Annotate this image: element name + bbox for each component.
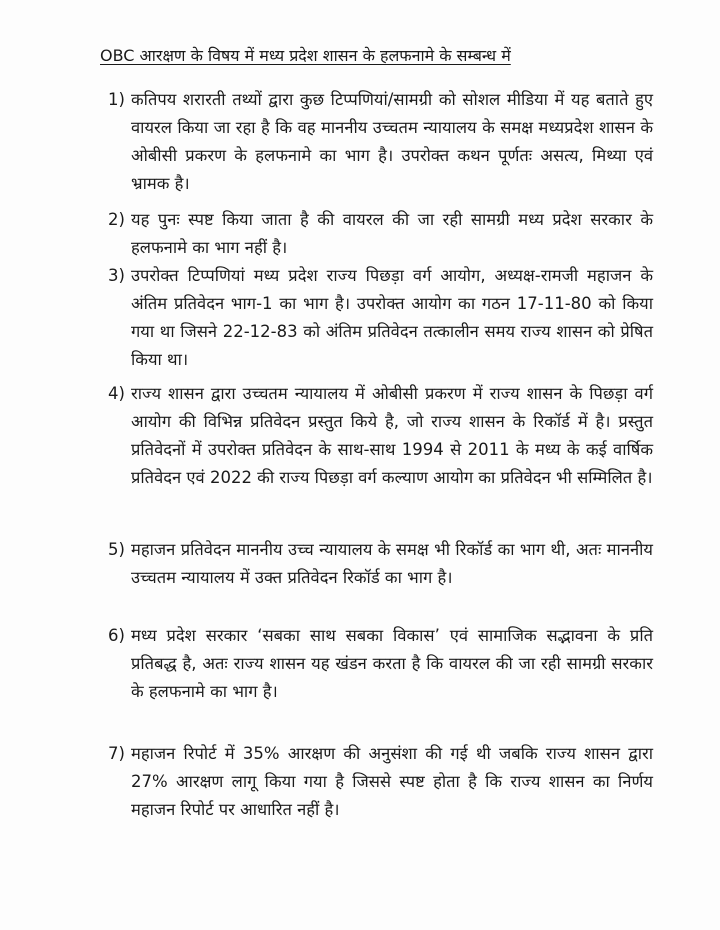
item-text: यह पुनः स्पष्ट किया जाता है की वायरल की जा रही सामग्री मध्य प्रदेश सरकार के हलफनामे का भाग नहीं है।: [131, 210, 653, 257]
item-text: महाजन प्रतिवेदन माननीय उच्च न्यायालय के समक्ष भी रिकॉर्ड का भाग थी, अतः माननीय उच्चतम न्यायालय में उक्त प्रतिवेदन रिकॉर्ड का भाग है।: [131, 540, 653, 587]
item-number: 5): [108, 540, 125, 559]
document-title: OBC आरक्षण के विषय में मध्य प्रदेश शासन के हलफनामे के सम्बन्ध में: [100, 46, 511, 65]
item-number: 6): [108, 626, 125, 645]
item-number: 3): [108, 266, 125, 285]
item-text: उपरोक्त टिप्पणियां मध्य प्रदेश राज्य पिछड़ा वर्ग आयोग, अध्यक्ष-रामजी महाजन के अंतिम प्रतिवेदन भाग-1 का भाग है। उपरोक्त आयोग का गठन 17-11-80 को किया गया था जिसने 22-12-83 को अंतिम प्रतिवेदन तत्कालीन समय राज्य शासन को प्रेषित किया था।: [131, 266, 653, 369]
list-item-3: [108, 262, 653, 374]
list-item-4: [108, 380, 653, 492]
item-text: राज्य शासन द्वारा उच्चतम न्यायालय में ओबीसी प्रकरण में राज्य शासन के पिछड़ा वर्ग आयोग की विभिन्न प्रतिवेदन प्रस्तुत किये है, जो राज्य शासन के रिकॉर्ड में है। प्रस्तुत प्रतिवेदनों में उपरोक्त प्रतिवेदन के साथ-साथ 1994 से 2011 के मध्य के कई वार्षिक प्रतिवेदन एवं 2022 की राज्य पिछड़ा वर्ग कल्याण आयोग का प्रतिवेदन भी सम्मिलित है।: [131, 384, 653, 487]
list-item-6: [108, 622, 653, 706]
list-item-2: [108, 206, 653, 262]
list-item-1: [108, 86, 653, 198]
item-number: 7): [108, 744, 125, 763]
list-item-7: [108, 740, 653, 824]
item-text: मध्य प्रदेश सरकार ‘सबका साथ सबका विकास’ एवं सामाजिक सद्भावना के प्रति प्रतिबद्ध है, अतः राज्य शासन यह खंडन करता है कि वायरल की जा रही सामग्री सरकार के हलफनामे का भाग है।: [131, 626, 653, 701]
item-text: महाजन रिपोर्ट में 35% आरक्षण की अनुसंशा की गई थी जबकि राज्य शासन द्वारा 27% आरक्षण लागू किया गया है जिससे स्पष्ट होता है कि राज्य शासन का निर्णय महाजन रिपोर्ट पर आधारित नहीं है।: [131, 744, 653, 819]
item-number: 2): [108, 210, 125, 229]
item-text: कतिपय शरारती तथ्यों द्वारा कुछ टिप्पणियां/सामग्री को सोशल मीडिया में यह बताते हुए वायरल किया जा रहा है कि वह माननीय उच्चतम न्यायालय के समक्ष मध्यप्रदेश शासन के ओबीसी प्रकरण के हलफनामे का भाग है। उपरोक्त कथन पूर्णतः असत्य, मिथ्या एवं भ्रामक है।: [131, 90, 653, 193]
list-item-5: [108, 536, 653, 592]
item-number: 4): [108, 384, 125, 403]
item-number: 1): [108, 90, 125, 109]
